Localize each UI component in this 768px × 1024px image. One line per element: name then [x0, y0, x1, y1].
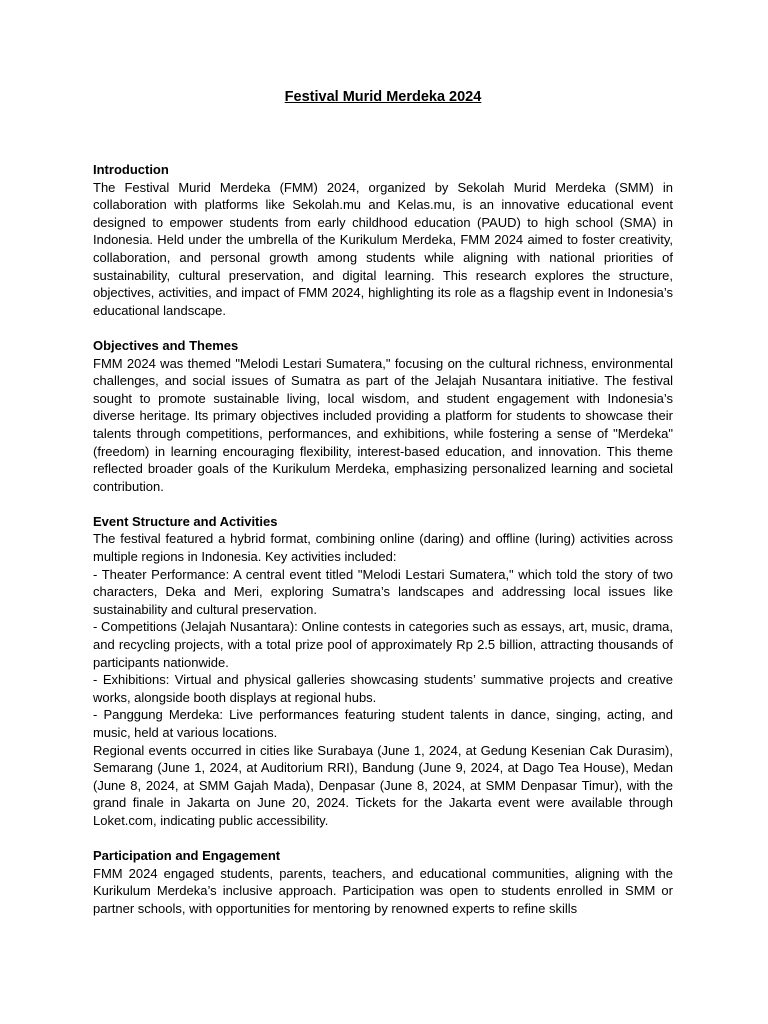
section-heading: Introduction: [93, 162, 169, 177]
section-heading: Participation and Engagement: [93, 848, 281, 864]
section-paragraph: FMM 2024 engaged students, parents, teachers, and educational communities, aligning with the Kurikulum Merdeka’s inclusive approach. Participation was open to students enrolled in SMM or partner schools, with opportunities for mentoring by renowned experts to refine skills: [93, 865, 673, 916]
list-item-theater: - Theater Performance: A central event titled "Melodi Lestari Sumatera," which told the story of two characters, Deka and Meri, exploring Sumatra’s landscapes and addressing local issues like sustainability and cultural preservation.: [93, 566, 673, 617]
document-title: Festival Murid Merdeka 2024: [284, 89, 482, 105]
section-paragraph: Regional events occurred in cities like Surabaya (June 1, 2024, at Gedung Kesenian Cak Durasim), Semarang (June 1, 2024, at Auditorium RRI), Bandung (June 9, 2024, at Dago Tea House), Medan (June 8, 2024, at SMM Gajah Mada), Denpasar (June 8, 2024, at SMM Denpasar Timur), with the grand finale in Jakarta on June 20, 2024. Tickets for the Jakarta event were available through Loket.com, indicating public accessibility.: [93, 742, 673, 828]
section-heading: Objectives and Themes: [93, 337, 239, 353]
list-item-panggung-merdeka: - Panggung Merdeka: Live performances featuring student talents in dance, singing, acting, and music, held at various locations.: [93, 707, 673, 740]
section-paragraph: FMM 2024 was themed "Melodi Lestari Sumatera," focusing on the cultural richness, environmental challenges, and social issues of Sumatra as part of the Jelajah Nusantara initiative. The festival sought to promote sustainable living, local wisdom, and student engagement with Indonesia’s diverse heritage. Its primary objectives included providing a platform for students to showcase their talents through competitions, performances, and exhibitions, while fostering a sense of "Merdeka" (freedom) in learning encouraging flexibility, interest-based education, and innovation. This theme reflected broader goals of the Kurikulum Merdeka, emphasizing personalized learning and societal contribution.: [93, 355, 673, 494]
section-participation: [93, 847, 673, 917]
section-event-structure: [93, 513, 673, 830]
list-item-exhibitions: - Exhibitions: Virtual and physical galleries showcasing students’ summative projects and creative works, alongside booth displays at regional hubs.: [93, 672, 673, 705]
document-page: [93, 88, 673, 918]
section-heading: Event Structure and Activities: [93, 513, 278, 529]
section-paragraph: The Festival Murid Merdeka (FMM) 2024, organized by Sekolah Murid Merdeka (SMM) in collaboration with platforms like Sekolah.mu and Kelas.mu, is an innovative educational event designed to empower students from early childhood education (PAUD) to high school (SMA) in Indonesia. Held under the umbrella of the Kurikulum Merdeka, FMM 2024 aimed to foster creativity, collaboration, and personal growth among students while aligning with national priorities of sustainability, cultural preservation, and digital learning. This research explores the structure, objectives, activities, and impact of FMM 2024, highlighting its role as a flagship event in Indonesia’s educational landscape.: [93, 179, 673, 318]
list-item-competitions: - Competitions (Jelajah Nusantara): Online contests in categories such as essays, art, music, drama, and recycling projects, with a total prize pool of approximately Rp 2.5 billion, attracting thousands of participants nationwide.: [93, 619, 673, 670]
section-introduction: [93, 161, 673, 319]
section-objectives-and-themes: [93, 337, 673, 495]
section-paragraph: The festival featured a hybrid format, combining online (daring) and offline (luring) activities across multiple regions in Indonesia. Key activities included:: [93, 531, 673, 565]
